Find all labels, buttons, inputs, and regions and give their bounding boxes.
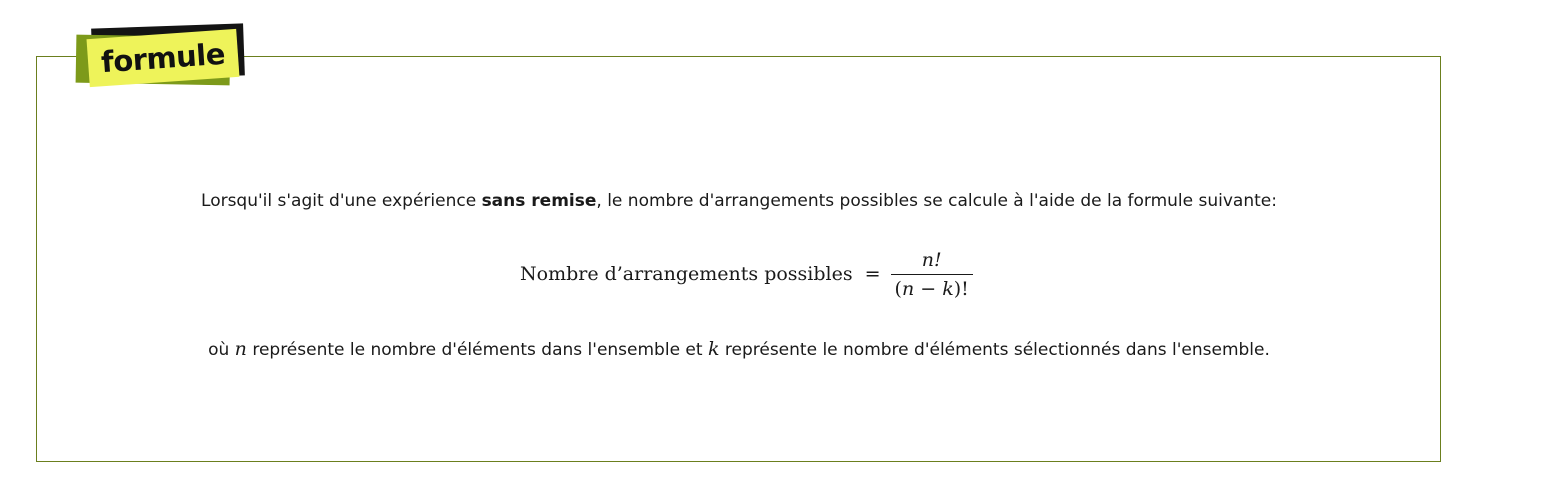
- denominator-close: )!: [953, 277, 969, 300]
- explain-middle: représente le nombre d'éléments dans l'ensemble et: [246, 340, 708, 360]
- denominator-open: (: [894, 277, 902, 300]
- intro-text-after: , le nombre d'arrangements possibles se calcule à l'aide de la formule suivante:: [596, 191, 1277, 211]
- denominator-k: k: [942, 277, 954, 300]
- explain-var-k: k: [707, 338, 720, 360]
- explain-var-n: n: [234, 338, 247, 360]
- intro-paragraph: [0, 188, 1478, 214]
- formula-fraction: [891, 249, 973, 300]
- badge-label: formule: [100, 36, 226, 80]
- explain-suffix: représente le nombre d'éléments sélectionnés dans l'ensemble.: [719, 340, 1270, 360]
- formula-equals: =: [864, 263, 881, 285]
- intro-text-before: Lorsqu'il s'agit d'une expérience: [201, 191, 482, 211]
- formula-badge: [76, 24, 248, 90]
- formula-lhs: Nombre d’arrangements possibles: [520, 263, 853, 285]
- formula-numerator: n!: [921, 248, 942, 271]
- intro-bold-term: sans remise: [481, 191, 597, 211]
- denominator-minus: −: [914, 277, 943, 300]
- explain-prefix: où: [208, 340, 235, 360]
- denominator-n: n: [901, 277, 915, 300]
- explanation-paragraph: [0, 336, 1478, 363]
- formula-denominator: [891, 275, 973, 300]
- arrangement-formula: [520, 244, 973, 304]
